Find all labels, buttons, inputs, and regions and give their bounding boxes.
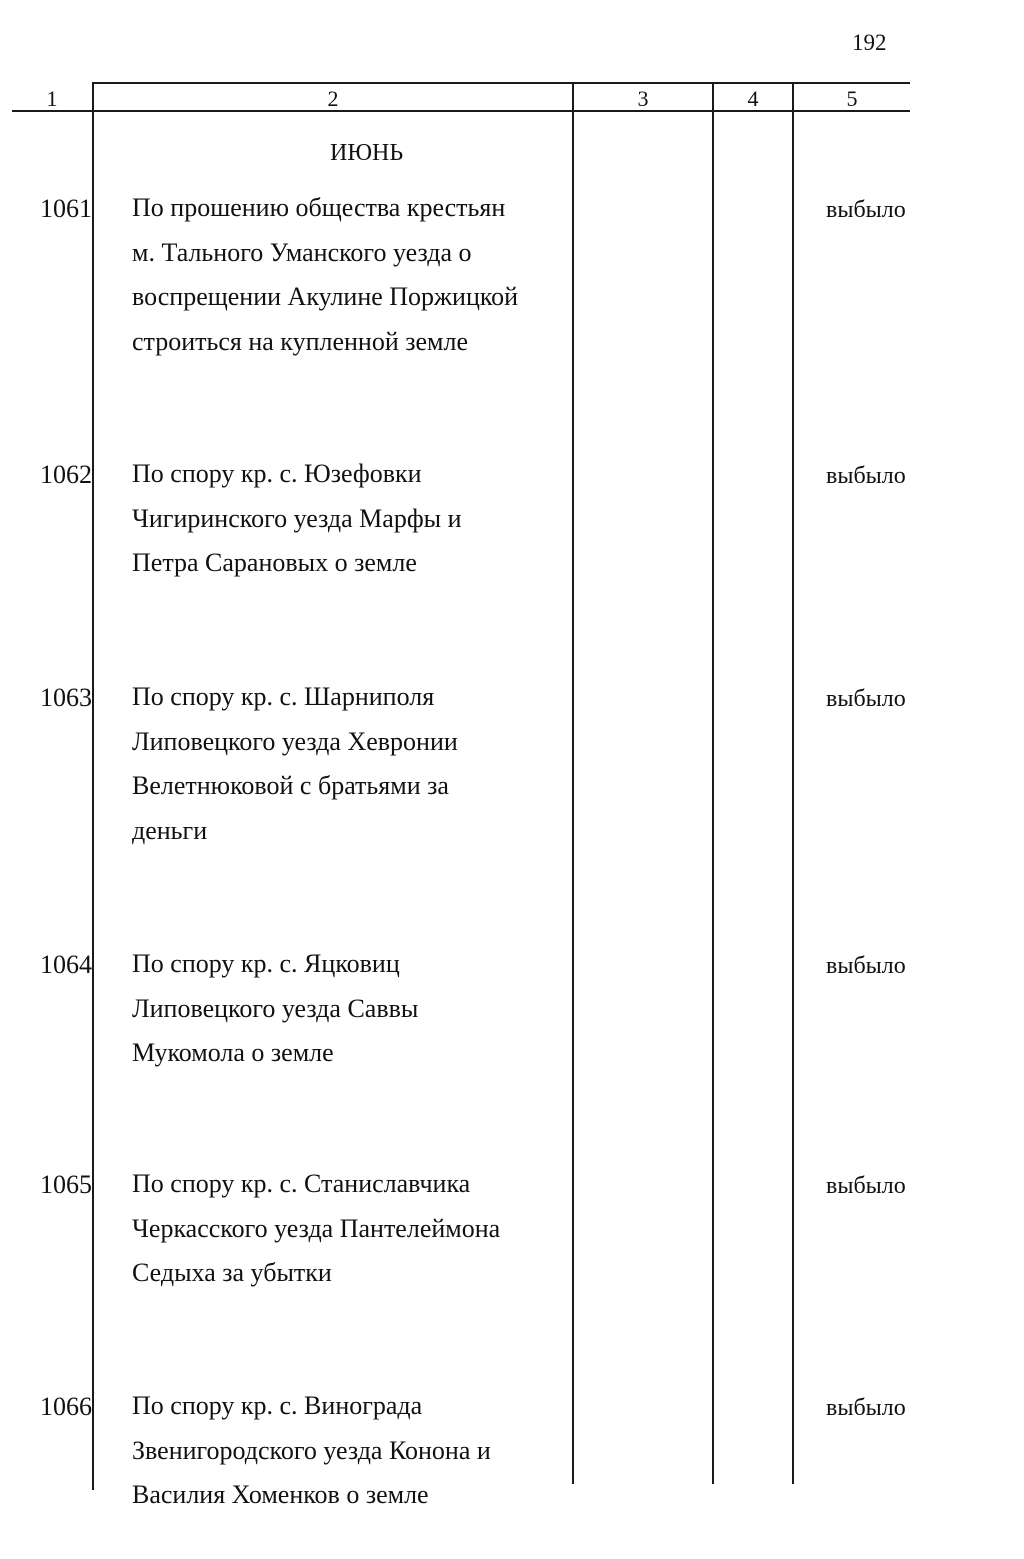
column-header-2: 2 — [327, 86, 339, 111]
description-line: воспрещении Акулине Поржицкой — [132, 282, 519, 311]
description-line: Мукомола о земле — [132, 1038, 334, 1067]
column-divider-4 — [792, 84, 794, 1484]
description-line: По прошению общества крестьян — [132, 193, 506, 222]
column-header-1: 1 — [46, 86, 58, 111]
description-line: м. Тального Уманского уезда о — [132, 237, 472, 267]
description-line: Липовецкого уезда Саввы — [132, 993, 419, 1023]
entry-description — [132, 186, 542, 364]
description-line: Чигиринского уезда Марфы и — [132, 503, 462, 533]
column-header-3: 3 — [637, 86, 649, 111]
column-divider-2 — [572, 84, 574, 1484]
description-line: Василия Хоменков о земле — [132, 1480, 429, 1509]
entry-number: 1061 — [40, 194, 92, 223]
entry-number: 1063 — [40, 683, 92, 712]
entry-description — [132, 1384, 542, 1518]
entry-description — [132, 942, 542, 1076]
page-number: 192 — [852, 30, 887, 55]
entry-status: выбыло — [826, 1395, 906, 1421]
description-line: строиться на купленной земле — [132, 326, 469, 356]
description-line: Звенигородского уезда Конона и — [132, 1435, 491, 1465]
description-line: По спору кр. с. Яцковиц — [132, 949, 400, 978]
entry-number: 1062 — [40, 460, 92, 489]
description-line: Петра Сарановых о земле — [132, 548, 417, 577]
entry-description — [132, 1162, 542, 1296]
entry-status: выбыло — [826, 953, 906, 979]
entry-description — [132, 675, 542, 853]
column-header-5: 5 — [846, 86, 858, 111]
entry-status: выбыло — [826, 463, 906, 489]
description-line: Седыха за убытки — [132, 1258, 332, 1287]
month-heading: ИЮНЬ — [330, 140, 404, 166]
description-line: Липовецкого уезда Хевронии — [132, 726, 458, 756]
entry-status: выбыло — [826, 686, 906, 712]
entry-description — [132, 452, 542, 586]
description-line: По спору кр. с. Станиславчика — [132, 1169, 471, 1198]
entry-number: 1066 — [40, 1392, 92, 1421]
column-divider-1 — [92, 84, 94, 1490]
description-line: Велетнюковой с братьями за — [132, 771, 449, 800]
description-line: По спору кр. с. Юзефовки — [132, 459, 422, 488]
description-line: деньги — [132, 815, 208, 845]
entry-number: 1064 — [40, 950, 92, 979]
description-line: По спору кр. с. Шарниполя — [132, 682, 435, 711]
entry-status: выбыло — [826, 197, 906, 223]
description-line: По спору кр. с. Винограда — [132, 1391, 423, 1420]
entry-number: 1065 — [40, 1170, 92, 1199]
column-header-4: 4 — [747, 86, 759, 111]
column-divider-3 — [712, 84, 714, 1484]
entry-status: выбыло — [826, 1173, 906, 1199]
table-top-rule — [92, 82, 910, 84]
description-line: Черкасского уезда Пантелеймона — [132, 1213, 501, 1243]
